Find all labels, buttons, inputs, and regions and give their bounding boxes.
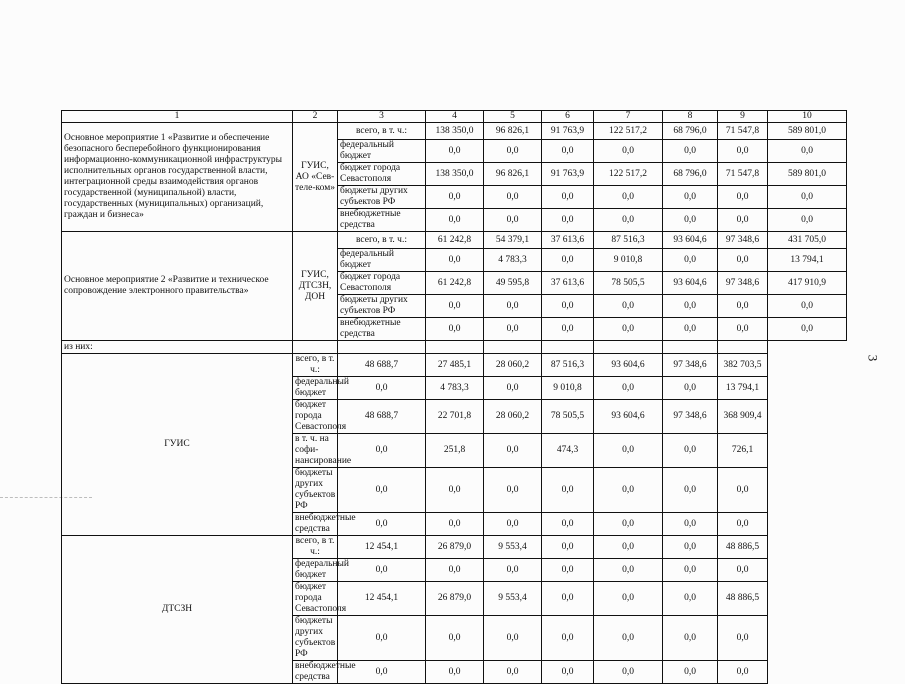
amount-cell: 0,0 [663, 318, 718, 341]
amount-cell: 0,0 [542, 582, 594, 616]
amount-cell: 0,0 [594, 536, 663, 559]
amount-cell: 0,0 [663, 140, 718, 163]
funding-source: в т. ч. на софи-нансирование [293, 434, 338, 468]
funding-source: всего, в т. ч.: [338, 123, 426, 140]
amount-cell: 9 010,8 [542, 377, 594, 400]
table-row [62, 123, 847, 140]
amount-cell: 0,0 [663, 616, 718, 661]
amount-cell: 368 909,4 [718, 400, 768, 434]
funding-source: бюджеты других субъектов РФ [293, 468, 338, 513]
amount-cell: 0,0 [594, 661, 663, 684]
amount-cell: 93 604,6 [594, 354, 663, 377]
funding-source: бюджет города Севастополя [293, 400, 338, 434]
funding-source: бюджеты других субъектов РФ [293, 616, 338, 661]
amount-cell: 97 348,6 [663, 400, 718, 434]
amount-cell: 0,0 [594, 468, 663, 513]
amount-cell: 0,0 [484, 616, 542, 661]
amount-cell: 4 783,3 [426, 377, 484, 400]
amount-cell: 37 613,6 [542, 272, 594, 295]
amount-cell: 0,0 [542, 249, 594, 272]
amount-cell: 54 379,1 [484, 232, 542, 249]
amount-cell: 0,0 [484, 661, 542, 684]
amount-cell: 9 553,4 [484, 582, 542, 616]
amount-cell: 0,0 [663, 513, 718, 536]
amount-cell: 0,0 [426, 295, 484, 318]
amount-cell: 0,0 [718, 295, 768, 318]
amount-cell: 0,0 [484, 434, 542, 468]
amount-cell: 0,0 [542, 661, 594, 684]
column-header: 4 [426, 111, 484, 123]
amount-cell: 26 879,0 [426, 582, 484, 616]
column-header: 2 [293, 111, 338, 123]
amount-cell: 138 350,0 [426, 163, 484, 186]
amount-cell: 0,0 [718, 186, 768, 209]
amount-cell: 0,0 [542, 559, 594, 582]
amount-cell: 0,0 [484, 513, 542, 536]
amount-cell: 27 485,1 [426, 354, 484, 377]
amount-cell: 0,0 [718, 249, 768, 272]
header-row [62, 111, 847, 123]
amount-cell: 0,0 [594, 295, 663, 318]
amount-cell: 0,0 [484, 295, 542, 318]
funding-source: бюджет города Севастополя [293, 582, 338, 616]
amount-cell: 13 794,1 [768, 249, 847, 272]
amount-cell: 93 604,6 [594, 400, 663, 434]
amount-cell: 0,0 [426, 661, 484, 684]
amount-cell: 0,0 [542, 140, 594, 163]
amount-cell: 0,0 [594, 186, 663, 209]
funding-source: всего, в т. ч.: [338, 232, 426, 249]
amount-cell: 0,0 [718, 209, 768, 232]
funding-source: внебюджетные средства [293, 661, 338, 684]
amount-cell: 0,0 [542, 513, 594, 536]
amount-cell: 97 348,6 [718, 272, 768, 295]
amount-cell: 0,0 [542, 318, 594, 341]
amount-cell: 0,0 [484, 377, 542, 400]
amount-cell: 48 688,7 [338, 354, 426, 377]
amount-cell: 68 796,0 [663, 123, 718, 140]
funding-source: внебюджетные средства [338, 209, 426, 232]
amount-cell: 0,0 [594, 140, 663, 163]
table-row [62, 341, 847, 354]
amount-cell: 71 547,8 [718, 163, 768, 186]
amount-cell: 12 454,1 [338, 582, 426, 616]
amount-cell: 28 060,2 [484, 354, 542, 377]
amount-cell: 0,0 [663, 295, 718, 318]
funding-source: бюджет города Севастополя [338, 272, 426, 295]
amount-cell: 589 801,0 [768, 163, 847, 186]
funding-source: федеральный бюджет [338, 249, 426, 272]
amount-cell: 78 505,5 [542, 400, 594, 434]
amount-cell: 0,0 [426, 209, 484, 232]
amount-cell: 78 505,5 [594, 272, 663, 295]
column-header: 3 [338, 111, 426, 123]
amount-cell: 0,0 [718, 513, 768, 536]
amount-cell: 0,0 [484, 140, 542, 163]
amount-cell: 0,0 [768, 295, 847, 318]
executor-cell: ДТСЗН [62, 536, 293, 684]
amount-cell: 87 516,3 [542, 354, 594, 377]
column-header: 5 [484, 111, 542, 123]
amount-cell: 0,0 [594, 559, 663, 582]
amount-cell: 0,0 [594, 377, 663, 400]
amount-cell: 28 060,2 [484, 400, 542, 434]
amount-cell: 37 613,6 [542, 232, 594, 249]
amount-cell: 0,0 [338, 468, 426, 513]
amount-cell: 12 454,1 [338, 536, 426, 559]
amount-cell: 138 350,0 [426, 123, 484, 140]
amount-cell: 91 763,9 [542, 123, 594, 140]
amount-cell: 0,0 [426, 186, 484, 209]
amount-cell: 68 796,0 [663, 163, 718, 186]
amount-cell: 0,0 [594, 434, 663, 468]
amount-cell: 0,0 [663, 249, 718, 272]
amount-cell: 0,0 [426, 249, 484, 272]
amount-cell: 251,8 [426, 434, 484, 468]
column-header: 7 [594, 111, 663, 123]
amount-cell: 22 701,8 [426, 400, 484, 434]
funding-source: федеральный бюджет [293, 559, 338, 582]
amount-cell: 48 886,5 [718, 536, 768, 559]
funding-source: внебюджетные средства [293, 513, 338, 536]
amount-cell: 0,0 [663, 434, 718, 468]
column-header: 8 [663, 111, 718, 123]
amount-cell: 0,0 [426, 468, 484, 513]
amount-cell: 0,0 [426, 616, 484, 661]
activity-description: Основное мероприятие 2 «Развитие и техническое сопровождение электронного правительства» [62, 232, 293, 341]
amount-cell: 0,0 [542, 209, 594, 232]
amount-cell: 96 826,1 [484, 123, 542, 140]
amount-cell: 0,0 [718, 468, 768, 513]
table-row [62, 232, 847, 249]
amount-cell: 0,0 [338, 661, 426, 684]
amount-cell: 91 763,9 [542, 163, 594, 186]
amount-cell: 61 242,8 [426, 232, 484, 249]
amount-cell: 0,0 [338, 377, 426, 400]
funding-source: бюджет города Севастополя [338, 163, 426, 186]
amount-cell: 382 703,5 [718, 354, 768, 377]
amount-cell: 0,0 [426, 318, 484, 341]
column-header: 1 [62, 111, 293, 123]
amount-cell: 0,0 [594, 318, 663, 341]
activity-description: Основное мероприятие 1 «Развитие и обеспечение безопасного бесперебойного функционирования информационно-коммуникационной инфраструктуры исполнительных органов государственной власти, интеграционной среды взаимодействия органов государственной (муниципальной) власти, государственных (муниципальных) организаций, граждан и бизнеса» [62, 123, 293, 232]
amount-cell: 0,0 [338, 434, 426, 468]
amount-cell: 0,0 [768, 140, 847, 163]
column-header: 9 [718, 111, 768, 123]
amount-cell: 0,0 [542, 536, 594, 559]
amount-cell: 48 886,5 [718, 582, 768, 616]
amount-cell: 0,0 [542, 616, 594, 661]
amount-cell: 417 910,9 [768, 272, 847, 295]
of-which-label: из них: [62, 341, 293, 354]
funding-source: внебюджетные средства [338, 318, 426, 341]
amount-cell: 96 826,1 [484, 163, 542, 186]
amount-cell: 0,0 [663, 536, 718, 559]
amount-cell: 93 604,6 [663, 272, 718, 295]
amount-cell: 474,3 [542, 434, 594, 468]
amount-cell: 0,0 [718, 616, 768, 661]
amount-cell: 0,0 [718, 318, 768, 341]
amount-cell: 0,0 [338, 616, 426, 661]
amount-cell: 0,0 [594, 513, 663, 536]
funding-source: всего, в т. ч.: [293, 354, 338, 377]
amount-cell: 122 517,2 [594, 163, 663, 186]
amount-cell: 0,0 [768, 186, 847, 209]
table-row [62, 536, 847, 559]
amount-cell: 4 783,3 [484, 249, 542, 272]
funding-source: бюджеты других субъектов РФ [338, 186, 426, 209]
amount-cell: 0,0 [484, 468, 542, 513]
amount-cell: 49 595,8 [484, 272, 542, 295]
column-header: 10 [768, 111, 847, 123]
amount-cell: 0,0 [338, 513, 426, 536]
amount-cell: 0,0 [663, 209, 718, 232]
amount-cell: 0,0 [484, 559, 542, 582]
amount-cell: 13 794,1 [718, 377, 768, 400]
amount-cell: 97 348,6 [663, 354, 718, 377]
amount-cell: 48 688,7 [338, 400, 426, 434]
amount-cell: 87 516,3 [594, 232, 663, 249]
amount-cell: 0,0 [594, 209, 663, 232]
amount-cell: 0,0 [768, 209, 847, 232]
amount-cell: 726,1 [718, 434, 768, 468]
amount-cell: 71 547,8 [718, 123, 768, 140]
amount-cell: 0,0 [426, 559, 484, 582]
amount-cell: 0,0 [768, 318, 847, 341]
amount-cell: 0,0 [594, 616, 663, 661]
funding-source: бюджеты других субъектов РФ [338, 295, 426, 318]
amount-cell: 0,0 [542, 468, 594, 513]
amount-cell: 0,0 [663, 468, 718, 513]
amount-cell: 61 242,8 [426, 272, 484, 295]
amount-cell: 0,0 [484, 209, 542, 232]
amount-cell: 431 705,0 [768, 232, 847, 249]
amount-cell: 0,0 [484, 318, 542, 341]
amount-cell: 0,0 [426, 513, 484, 536]
funding-table [61, 110, 847, 684]
amount-cell: 0,0 [718, 140, 768, 163]
executor-cell: ГУИС, АО «Сев-теле-ком» [293, 123, 338, 232]
funding-source: федеральный бюджет [293, 377, 338, 400]
executor-cell: ГУИС [62, 354, 293, 536]
amount-cell: 0,0 [663, 559, 718, 582]
amount-cell: 0,0 [338, 559, 426, 582]
amount-cell: 97 348,6 [718, 232, 768, 249]
funding-source: федеральный бюджет [338, 140, 426, 163]
amount-cell: 0,0 [663, 661, 718, 684]
amount-cell: 26 879,0 [426, 536, 484, 559]
amount-cell: 0,0 [542, 295, 594, 318]
amount-cell: 589 801,0 [768, 123, 847, 140]
page-number: 3 [865, 354, 881, 362]
amount-cell: 0,0 [663, 582, 718, 616]
column-header: 6 [542, 111, 594, 123]
amount-cell: 9 553,4 [484, 536, 542, 559]
amount-cell: 0,0 [718, 559, 768, 582]
amount-cell: 0,0 [594, 582, 663, 616]
amount-cell: 122 517,2 [594, 123, 663, 140]
table-row [62, 354, 847, 377]
amount-cell: 9 010,8 [594, 249, 663, 272]
funding-source: всего, в т. ч.: [293, 536, 338, 559]
amount-cell: 0,0 [663, 377, 718, 400]
amount-cell: 0,0 [484, 186, 542, 209]
amount-cell: 0,0 [663, 186, 718, 209]
amount-cell: 0,0 [542, 186, 594, 209]
amount-cell: 0,0 [718, 661, 768, 684]
amount-cell: 0,0 [426, 140, 484, 163]
amount-cell: 93 604,6 [663, 232, 718, 249]
executor-cell: ГУИС, ДТСЗН, ДОН [293, 232, 338, 341]
